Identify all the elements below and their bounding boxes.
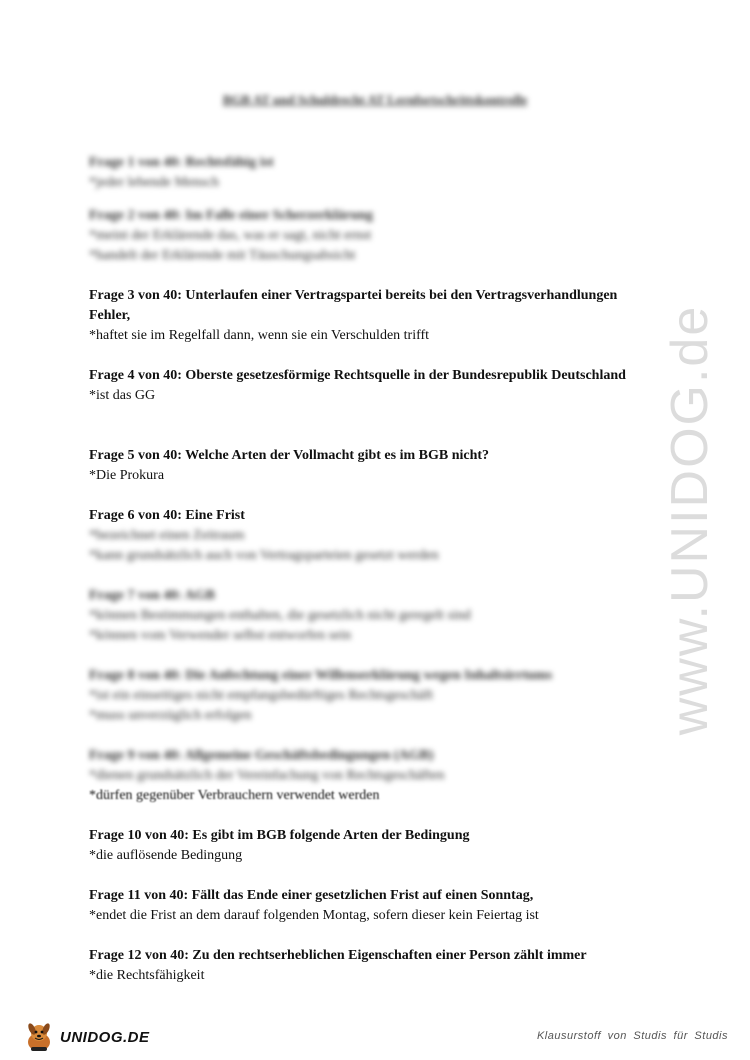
question-6 <box>89 506 649 566</box>
question-text: Frage 6 von 40: Eine Frist <box>89 508 245 523</box>
answer: *können Bestimmungen enthalten, die gesetzlich nicht geregelt sind <box>89 608 471 623</box>
answer: *ist ein einseitiges nicht empfangsbedürftiges Rechtsgeschäft <box>89 688 434 703</box>
question-text: Frage 10 von 40: Es gibt im BGB folgende Arten der Bedingung <box>89 828 470 843</box>
question-11 <box>89 886 649 926</box>
question-5 <box>89 446 649 486</box>
dog-mascot-icon <box>22 1020 56 1054</box>
question-9 <box>89 746 649 806</box>
footer-tagline: Klausurstoff von Studis für Studis <box>536 1030 728 1042</box>
logo-text: UNIDOG.DE <box>60 1028 150 1046</box>
question-10 <box>89 826 649 866</box>
question-text: Frage 8 von 40: Die Anfechtung einer Willenserklärung wegen Inhaltsirrtums <box>89 668 553 683</box>
question-text: Frage 1 von 40: Rechtsfähig ist <box>89 155 274 170</box>
question-8 <box>89 666 649 726</box>
answer: *haftet sie im Regelfall dann, wenn sie ein Verschulden trifft <box>89 328 430 343</box>
answer: *bezeichnet einen Zeitraum <box>89 528 245 543</box>
question-text: Frage 11 von 40: Fällt das Ende einer gesetzlichen Frist auf einen Sonntag, <box>89 888 534 903</box>
answer: *ist das GG <box>89 388 156 403</box>
watermark: www.UNIDOG.de <box>661 304 719 736</box>
answer: *können vom Verwender selbst entworfen sein <box>89 628 352 643</box>
question-2 <box>89 206 649 266</box>
question-text: Frage 7 von 40: AGB <box>89 588 215 603</box>
question-1 <box>89 153 649 193</box>
question-text: Frage 3 von 40: Unterlaufen einer Vertragspartei bereits bei den Vertragsverhandlungen Fehler, <box>89 288 618 323</box>
question-text: Frage 2 von 40: Im Falle einer Scherzerklärung <box>89 208 373 223</box>
question-text: Frage 12 von 40: Zu den rechtserheblichen Eigenschaften einer Person zählt immer <box>89 948 587 963</box>
question-12 <box>89 946 649 986</box>
question-text: Frage 9 von 40: Allgemeine Geschäftsbedingungen (AGB) <box>89 748 434 763</box>
answer: *jeder lebende Mensch <box>89 175 219 190</box>
answer: *endet die Frist an dem darauf folgenden Montag, sofern dieser kein Feiertag ist <box>89 908 539 923</box>
answer: *meint der Erklärende das, was er sagt, nicht ernst <box>89 228 372 243</box>
unidog-logo[interactable] <box>22 1020 150 1054</box>
document-title: BGB AT und Schuldrecht AT Lernfortschrittskontrolle <box>222 92 528 107</box>
question-4 <box>89 366 649 406</box>
question-3 <box>89 286 649 346</box>
answer: *muss unverzüglich erfolgen <box>89 708 252 723</box>
answer: *die Rechtsfähigkeit <box>89 968 205 983</box>
answer: *die auflösende Bedingung <box>89 848 243 863</box>
answer: *kann grundsätzlich auch von Vertragsparteien gesetzt werden <box>89 548 439 563</box>
answer: *dienen grundsätzlich der Vereinfachung von Rechtsgeschäften <box>89 768 445 783</box>
answer: *dürfen gegenüber Verbrauchern verwendet werden <box>89 788 380 803</box>
question-text: Frage 4 von 40: Oberste gesetzesförmige Rechtsquelle in der Bundesrepublik Deutschland <box>89 368 626 383</box>
answer: *Die Prokura <box>89 468 165 483</box>
question-text: Frage 5 von 40: Welche Arten der Vollmacht gibt es im BGB nicht? <box>89 448 490 463</box>
question-7 <box>89 586 649 646</box>
answer: *handelt der Erklärende mit Täuschungsabsicht <box>89 248 356 263</box>
